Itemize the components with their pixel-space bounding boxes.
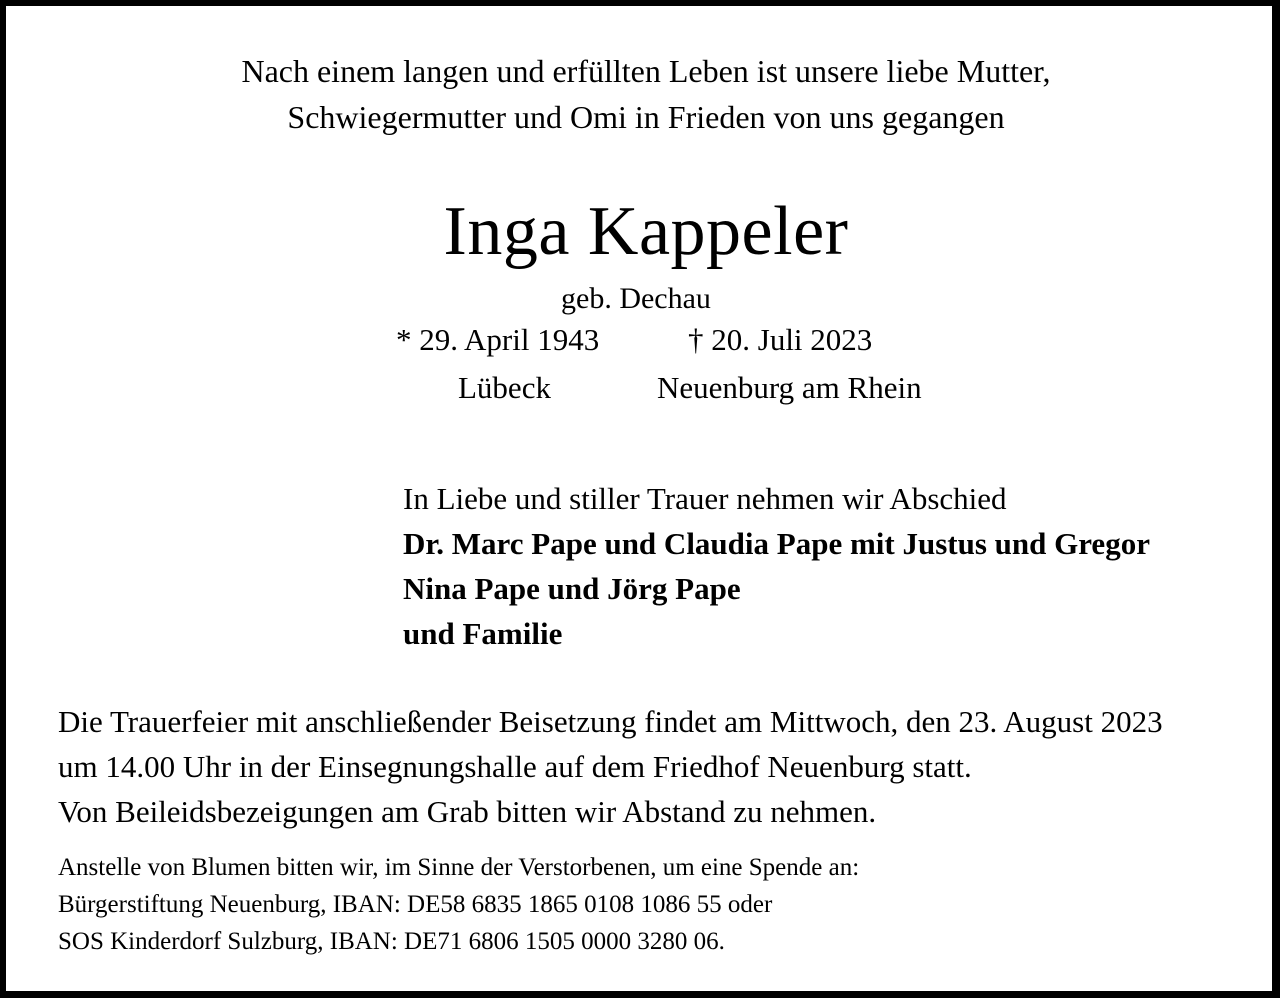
intro-text bbox=[6, 48, 1280, 140]
intro-line-1: Nach einem langen und erfüllten Leben ist unsere liebe Mutter, bbox=[241, 53, 1051, 89]
death-place: Neuenburg am Rhein bbox=[657, 370, 922, 405]
deceased-name: Inga Kappeler bbox=[443, 193, 849, 270]
donation-line-3: SOS Kinderdorf Sulzburg, IBAN: DE71 6806 1505 0000 3280 06. bbox=[58, 928, 725, 955]
donation-line-2: Bürgerstiftung Neuenburg, IBAN: DE58 6835 1865 0108 1086 55 oder bbox=[58, 891, 773, 918]
mourners-block bbox=[403, 476, 1150, 656]
intro-line-2: Schwiegermutter und Omi in Frieden von uns gegangen bbox=[287, 99, 1005, 135]
donation-info bbox=[58, 849, 859, 960]
birth-place: Lübeck bbox=[458, 370, 551, 405]
service-line-1: Die Trauerfeier mit anschließender Beisetzung findet am Mittwoch, den 23. August 2023 bbox=[58, 704, 1163, 739]
donation-line-1: Anstelle von Blumen bitten wir, im Sinne der Verstorbenen, um eine Spende an: bbox=[58, 854, 860, 881]
mourners-intro: In Liebe und stiller Trauer nehmen wir Abschied bbox=[403, 481, 1007, 516]
service-info bbox=[58, 699, 1163, 834]
service-line-3: Von Beileidsbezeigungen am Grab bitten wir Abstand zu nehmen. bbox=[58, 794, 877, 829]
maiden-name: geb. Dechau bbox=[561, 282, 711, 315]
service-line-2: um 14.00 Uhr in der Einsegnungshalle auf dem Friedhof Neuenburg statt. bbox=[58, 749, 972, 784]
mourner-name: und Familie bbox=[403, 616, 563, 651]
death-date: † 20. Juli 2023 bbox=[688, 322, 873, 357]
mourner-name: Nina Pape und Jörg Pape bbox=[403, 571, 741, 606]
mourner-name: Dr. Marc Pape und Claudia Pape mit Justus und Gregor bbox=[403, 526, 1150, 561]
birth-date: * 29. April 1943 bbox=[396, 322, 600, 357]
